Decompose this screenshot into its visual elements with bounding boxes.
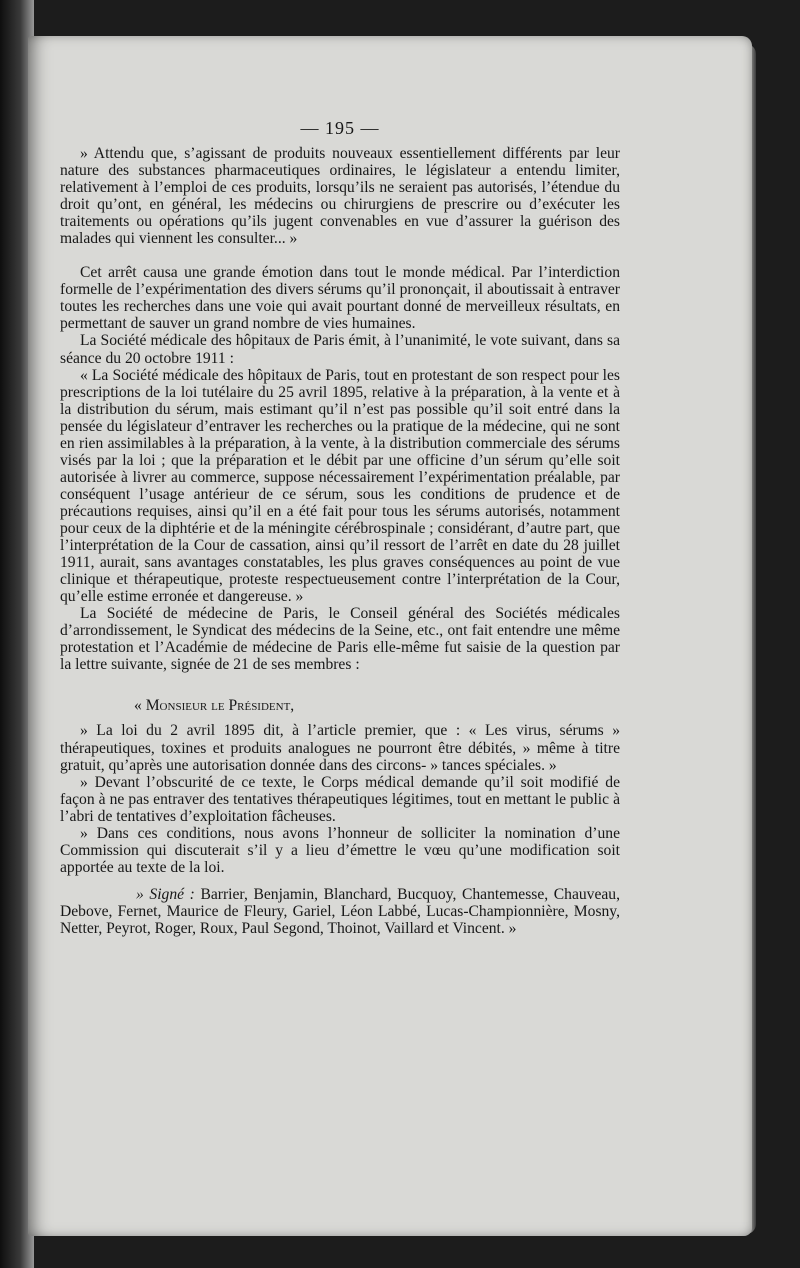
- paragraph-emotion: Cet arrêt causa une grande émotion dans tout le monde médical. Par l’interdiction formelle de l’expérimentation des divers sérums qu’il prononçait, il aboutissait à entraver toutes les recherches dans une voie qui avait pourtant donné de merveilleux résultats, en permettant de sauver un grand nombre de vies humaines.: [60, 264, 620, 333]
- paragraph-gap: [60, 673, 620, 697]
- paragraph-gap: [60, 876, 620, 886]
- page-number: — 195 —: [300, 118, 380, 138]
- signatory-names: Barrier, Benjamin, Blanchard, Bucquoy, Chantemesse, Chauveau, Debove, Fernet, Maurice de Fleury, Gariel, Léon Labbé, Lucas-Championnière, Mosny, Netter, Peyrot, Roger, Roux, Paul Segond, Thoinot, Vaillard et Vincent. »: [60, 885, 620, 937]
- paragraph-gap: [60, 714, 620, 722]
- paragraph-decree-quote: » Attendu que, s’agissant de produits nouveaux essentiellement différents par leur nature des substances pharmaceutiques ordinaires, le législateur a entendu limiter, relativement à l’emploi de ces produits, lorsqu’ils ne seraient pas autorisés, l’étendue du droit qu’ont, en général, les médecins ou chirurgiens de prescrire ou d’exécuter les traitements ou opérations qu’ils jugent convenables en vue d’assurer la guérison des malades qui viennent les consulter... »: [60, 145, 620, 248]
- paragraph-societe-vote: La Société médicale des hôpitaux de Paris émit, à l’unanimité, le vote suivant, dans sa séance du 20 octobre 1911 :: [60, 332, 620, 367]
- letter-paragraph-commission: » Dans ces conditions, nous avons l’honneur de solliciter la nomination d’une Commission qui discuterait s’il y a lieu d’émettre le vœu qu’une modification soit apportée au texte de la loi.: [60, 824, 620, 876]
- letter-signatures: [60, 886, 620, 937]
- page-body: [60, 145, 620, 937]
- signed-label: » Signé :: [136, 885, 195, 903]
- letter-paragraph-request: » Devant l’obscurité de ce texte, le Corps médical demande qu’il soit modifié de façon à ne pas entraver des tentatives thérapeutiques légitimes, tout en mettant le public à l’abri de tentatives d’exploitation fâcheuses.: [60, 773, 620, 825]
- letter-salutation: « Monsieur le Président,: [134, 697, 295, 715]
- paragraph-protests: La Société de médecine de Paris, le Conseil général des Sociétés médicales d’arrondissement, le Syndicat des médecins de la Seine, etc., ont fait entendre une même protestation et l’Académie de médecine de Paris elle-même fut saisie de la question par la lettre suivante, signée de 21 de ses membres :: [60, 605, 620, 674]
- paragraph-gap: [60, 247, 620, 264]
- paragraph-societe-resolution: « La Société médicale des hôpitaux de Paris, tout en protestant de son respect pour les prescriptions de la loi tutélaire du 25 avril 1895, relative à la préparation, à la vente et à la distribution du sérum, mais estimant qu’il n’est pas possible qu’il soit entré dans la pensée du législateur d’entraver les recherches ou la pratique de la médecine, qui ne sont en rien assimilables à la préparation, à la vente, à la distribution commerciale des sérums visés par la loi ; que la préparation et le débit par une officine d’un sérum qu’elle soit autorisée à livrer au commerce, suppose nécessairement l’expérimentation préalable, par conséquent l’usage antérieur de ce sérum, sous les conditions de prudence et de précautions requises, ainsi qu’il en a été fait pour tous les sérums autorisés, notamment pour ceux de la diphtérie et de la méningite cérébrospinale ; considérant, d’autre part, que l’interprétation de la Cour de cassation, ainsi qu’il ressort de l’arrêt en date du 28 juillet 1911, aurait, sans avantages constatables, les plus graves conséquences au point de vue clinique et thérapeutique, proteste respectueusement contre l’interprétation de la Cour, qu’elle estime erronée et dangereuse. »: [60, 366, 620, 606]
- letter-paragraph-law: » La loi du 2 avril 1895 dit, à l’article premier, que : « Les virus, sérums » thérapeutiques, toxines et produits analogues ne pourront être débités, » même à titre gratuit, qu’après une autorisation donnée dans des circons- » tances spéciales. »: [60, 722, 620, 774]
